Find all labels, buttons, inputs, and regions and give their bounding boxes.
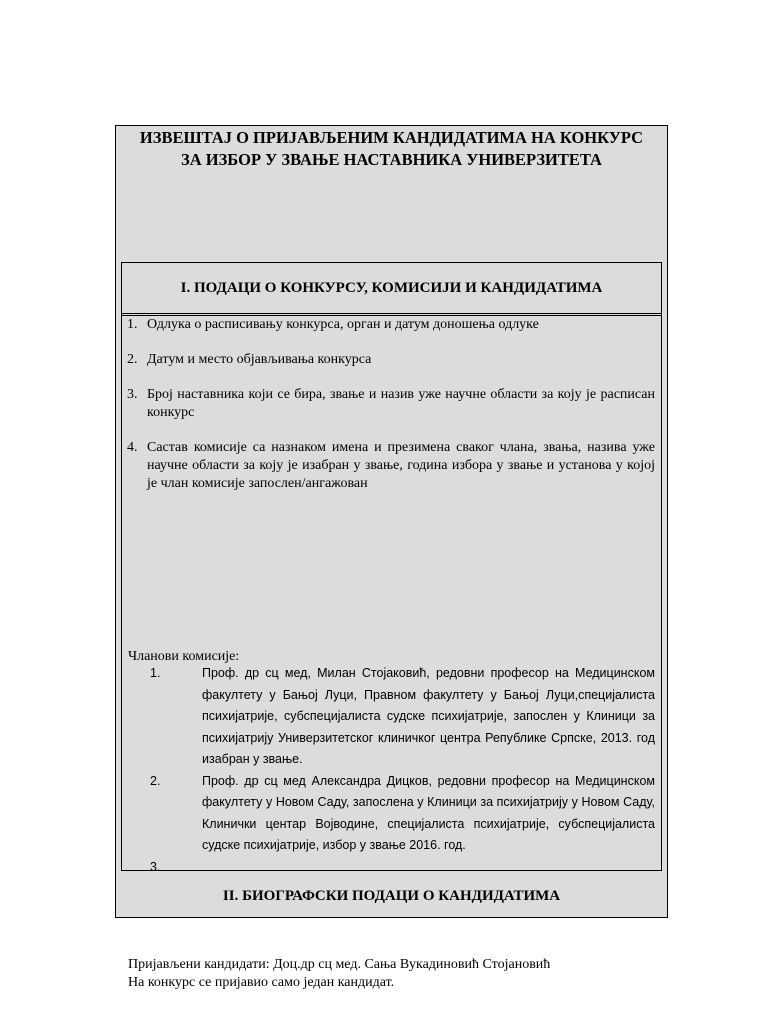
- report-frame: [115, 125, 668, 990]
- committee-member-text: Проф. др сц мед Александра Дицков, редовни професор на Медицинском факултету у Новом Саду, запослена у Клиници за психијатрију у Новом Саду, Клинички центар Војводине, специјалиста психијатрије, субспецијалиста судске психијатрије, избор у звање 2016. год.: [202, 773, 655, 852]
- committee-member: [150, 857, 655, 879]
- report-title-line-2: ЗА ИЗБОР У ЗВАЊЕ НАСТАВНИКА УНИВЕРЗИТЕТА: [181, 150, 602, 169]
- committee-member-number: 2.: [150, 773, 161, 788]
- applicants-line: Пријављени кандидати: Доц.др сц мед. Сања Вукадиновић Стојановић: [128, 957, 551, 972]
- list-item-text: Датум и место објављивања конкурса: [147, 352, 372, 367]
- applicants-block: [128, 956, 550, 991]
- committee-member-number: 3.: [150, 859, 161, 874]
- list-item: [127, 316, 655, 334]
- committee-member-text: [202, 857, 655, 879]
- list-item: [127, 386, 655, 422]
- committee-member: [150, 663, 655, 771]
- list-item-text: Одлука о расписивању конкурса, орган и датум доношења одлуке: [147, 317, 539, 332]
- contest-info-list: [127, 316, 655, 510]
- committee-member-text: Проф. др сц мед, Милан Стојаковић, редовни професор на Медицинском факултету у Бањој Луци, Правном факултету у Бањој Луци,специјалиста психијатрије, субспецијалиста судске психијатрије, запослен у Клиници за психијатрију Универзитетског клиничког центра Републике Српске, 2013. год изабран у звање.: [202, 666, 655, 766]
- list-item-number: 1.: [127, 317, 138, 332]
- applicants-note: На конкурс се пријавио само један кандидат.: [128, 974, 395, 990]
- list-item-text: Број наставника који се бира, звање и назив уже научне области за коју је расписан конкурс: [147, 387, 655, 420]
- committee-members-label: Чланови комисије:: [128, 649, 240, 664]
- list-item-text: Састав комисије са назнаком имена и презимена сваког члана, звања, назива уже научне области за коју је изабран у звање, година избора у звање и установа у којој је члан комисије запослен/ангажован: [147, 440, 655, 491]
- list-item-number: 2.: [127, 352, 138, 367]
- section-1-heading: I. ПОДАЦИ О КОНКУРСУ, КОМИСИЈИ И КАНДИДАТИМА: [122, 263, 661, 314]
- committee-member: [150, 771, 655, 857]
- report-title-line-1: ИЗВЕШТАЈ О ПРИЈАВЉЕНИМ КАНДИДАТИМА НА КОНКУРС: [139, 128, 644, 147]
- committee-member-number: 1.: [150, 666, 161, 680]
- list-item-number: 4.: [127, 440, 138, 455]
- report-title: [116, 126, 667, 171]
- list-item-number: 3.: [127, 387, 138, 402]
- list-item: [127, 439, 655, 493]
- list-item: [127, 351, 655, 369]
- committee-members-list: [150, 663, 655, 878]
- section-2-heading: II. БИОГРАФСКИ ПОДАЦИ О КАНДИДАТИМА: [222, 887, 561, 904]
